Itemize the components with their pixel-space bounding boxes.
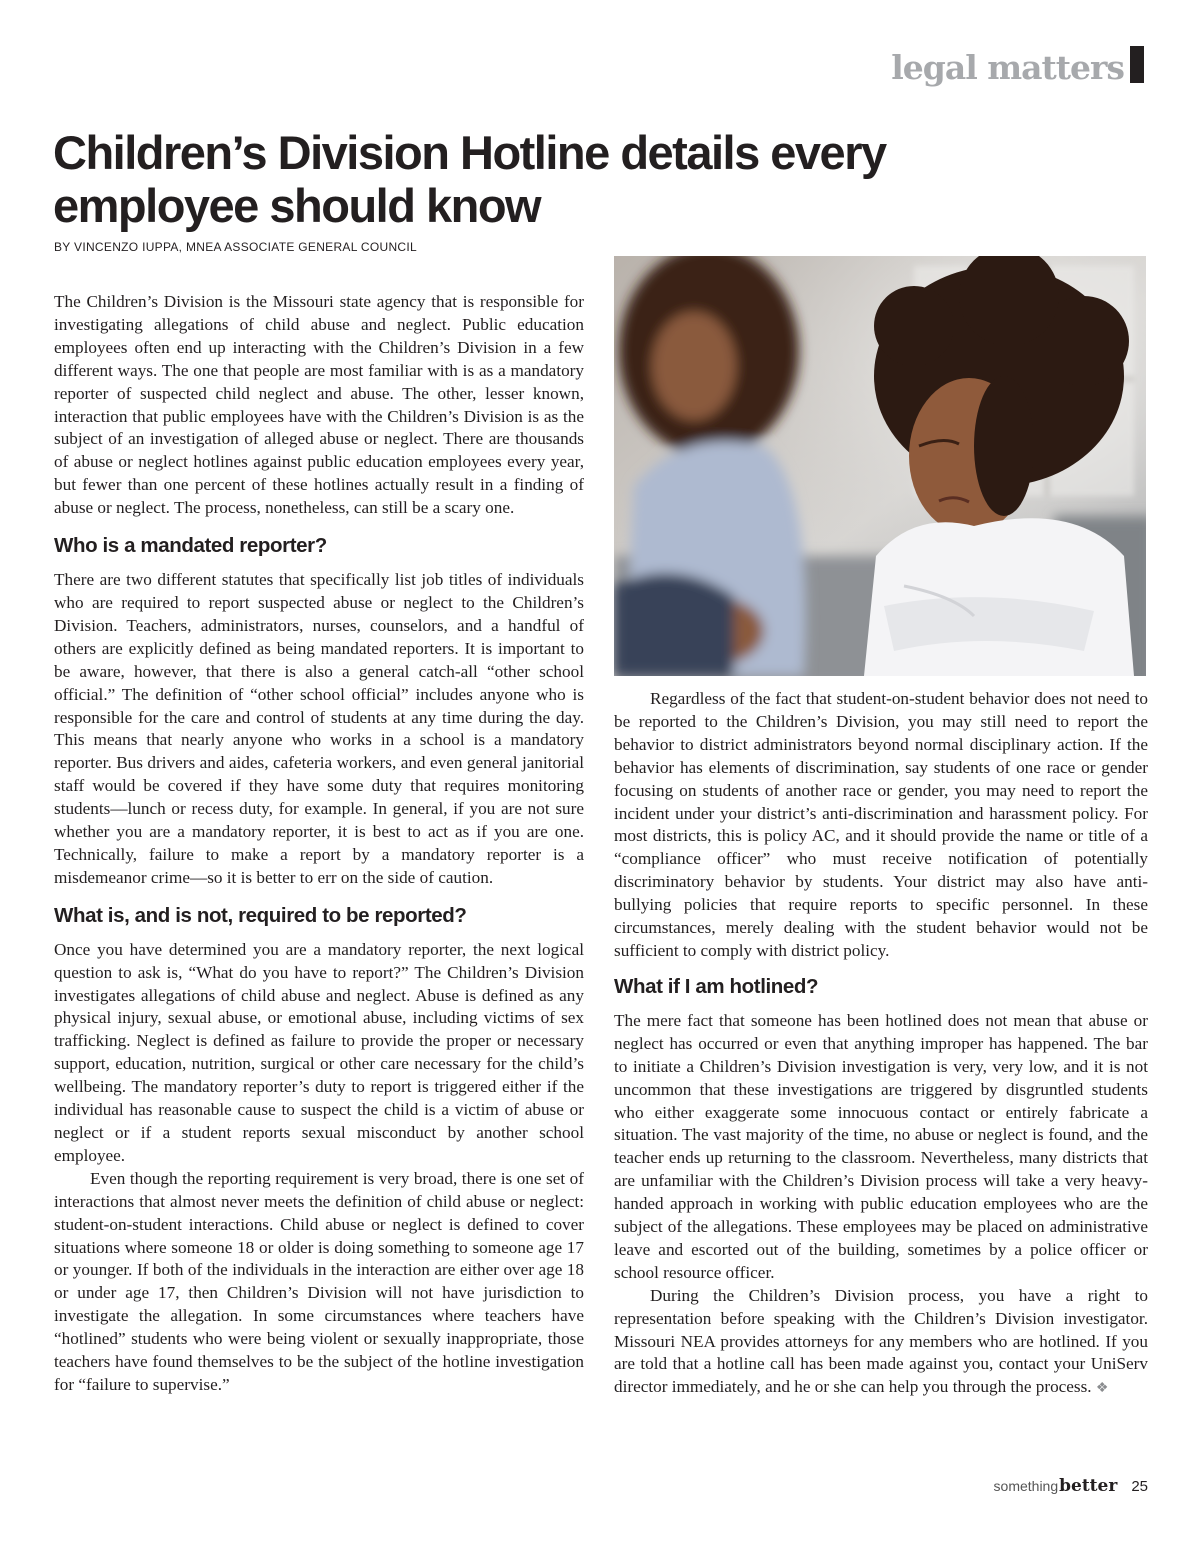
section-tag-label: legal matters: [891, 48, 1124, 87]
page-number: 25: [1131, 1478, 1148, 1495]
representation-text: During the Children’s Division process, you have a right to representation before speaking with the Children’s Division investigator. Missouri NEA provides attorneys for any members who are hotlined. If you are told that a hotline call has been made against you, contact your UniServ director immediately, and he or she can help you through the process.: [614, 1285, 1148, 1397]
article-headline: Children’s Division Hotline details every employee should know: [53, 126, 886, 232]
district-policy-paragraph: Regardless of the fact that student-on-student behavior does not need to be reported to the Children’s Division, you may still need to report the behavior to district administrators beyond normal disciplinary action. If the behavior has elements of discrimination, say students of one race or gender focusing on students of another race or gender, you may need to report the incident under your district’s anti-discrimination and harassment policy. For most districts, this is policy AC, and it should provide the name or title of a “compliance officer” who must receive notification of potentially discriminatory behavior by students. Your district may also have anti-bullying policies that require reports to specific personnel. In these circumstances, merely dealing with the student behavior would not be sufficient to comply with district policy.: [614, 689, 1148, 960]
end-mark-icon: ❖: [1095, 1381, 1109, 1397]
section-tag-bar: [1130, 46, 1144, 83]
section-heading-required-report: What is, and is not, required to be reported?: [54, 903, 467, 927]
representation-paragraph: [614, 1285, 1148, 1402]
photo-illustration: [614, 256, 1146, 676]
hotlined-paragraph: The mere fact that someone has been hotlined does not mean that abuse or neglect has occurred or even that anything improper has happened. The bar to initiate a Children’s Division investigation is very, very low, and it is not uncommon that these investigations are triggered by disgruntled students who either exaggerate some innocuous contact or entirely fabricate a situation. The vast majority of the time, no abuse or neglect is found, and the teacher ends up returning to the classroom. Nevertheless, many districts that are unfamiliar with the Children’s Division process will take a very heavy-handed approach in working with public education employees who are the subject of the allegations. These employees may be placed on administrative leave and escorted out of the building, sometimes by a police officer or school resource officer.: [614, 1010, 1148, 1282]
footer-brand-light: something: [993, 1478, 1059, 1494]
intro-paragraph: The Children’s Division is the Missouri state agency that is responsible for investigating allegations of child abuse and neglect. Public education employees often end up interacting with the Children’s Division in a few different ways. The one that people are most familiar with is as a mandatory reporter of suspected child neglect and abuse. The other, lesser known, interaction that public employees have with the Children’s Division is as the subject of an investigation of alleged abuse or neglect. There are thousands of abuse or neglect hotlines against public education employees every year, but fewer than one percent of these hotlines actually result in a finding of abuse or neglect. The process, nonetheless, can still be a scary one.: [54, 292, 584, 518]
student-interactions-paragraph: Even though the reporting requirement is very broad, there is one set of interactions that almost never meets the definition of child abuse or neglect: student-on-student interactions. Child abuse or neglect is defined to cover situations where someone 18 or older is doing something to someone age 17 or younger. If both of the individuals in the interaction are either over age 18 or under age 17, then Children’s Division will not have jurisdiction to investigate the allegation. In some circumstances where teachers have “hotlined” students who were being violent or sexually inappropriate, those teachers have found themselves to be the subject of the hotline investigation for “failure to supervise.”: [54, 1168, 584, 1394]
section-tag: [891, 44, 1144, 92]
mandated-reporter-paragraph: There are two different statutes that specifically list job titles of individuals who are required to report suspected abuse or neglect to the Children’s Division. Teachers, administrators, nurses, counselors, and a handful of others are explicitly defined as being mandated reporters. It is important to be aware, however, that there is also a general catch-all “other school official.” The definition of “other school official” includes anyone who is responsible for the care and control of students at any time during the day. This means that nearly anyone who works in a school is a mandatory reporter. Bus drivers and aides, cafeteria workers, and even general janitorial staff would be covered if they have some duty that requires monitoring students—lunch or recess duty, for example. In general, if you are not sure whether you are a mandatory reporter, it is best to act as if you are one. Technically, failure to make a report by a mandatory reporter is a misdemeanor crime—so it is better to err on the side of caution.: [54, 570, 584, 887]
required-report-paragraph: Once you have determined you are a mandatory reporter, the next logical question to ask is, “What do you have to report?” The Children’s Division investigates allegations of child abuse and neglect. Abuse is defined as any physical injury, sexual abuse, or emotional abuse, including victims of sex trafficking. Neglect is defined as failure to provide the proper or necessary support, education, nutrition, surgical or other care necessary for the child’s wellbeing. The mandatory reporter’s duty to report is triggered either if the individual has reasonable cause to suspect the child is a victim of abuse or neglect or if a student reports sexual misconduct by another school employee.: [54, 939, 584, 1165]
footer-brand-bold: better: [1059, 1476, 1118, 1496]
article-photo: [614, 256, 1146, 676]
right-column: [614, 688, 1148, 1401]
section-heading-mandated-reporter: Who is a mandated reporter?: [54, 534, 327, 558]
page-footer: [994, 1476, 1148, 1496]
article-byline: BY VINCENZO IUPPA, MNEA ASSOCIATE GENERAL COUNCIL: [54, 240, 418, 254]
section-heading-hotlined: What if I am hotlined?: [614, 974, 819, 998]
left-column: [54, 291, 584, 1397]
